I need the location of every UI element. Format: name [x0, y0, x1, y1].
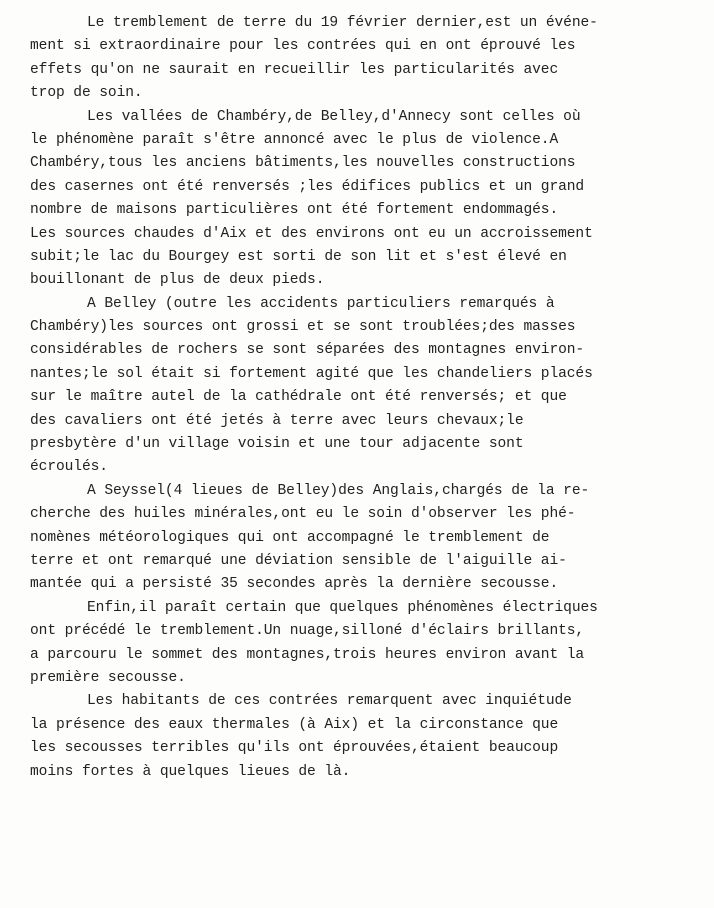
text-line: Les vallées de Chambéry,de Belley,d'Annecy sont celles où — [87, 108, 581, 125]
text-line: ont précédé le tremblement.Un nuage,silloné d'éclairs brillants, — [30, 623, 585, 640]
text-line: Le tremblement de terre du 19 février dernier,est un événe- — [87, 15, 598, 31]
document-body — [30, 12, 714, 784]
text-line: effets qu'on ne saurait en recueillir les particularités avec — [30, 61, 559, 78]
paragraph-6 — [30, 690, 714, 784]
text-line: a parcouru le sommet des montagnes,trois heures environ avant la — [30, 646, 585, 663]
paragraph-2 — [30, 106, 714, 293]
text-line: mantée qui a persisté 35 secondes après la dernière secousse. — [30, 576, 559, 593]
paragraph-3 — [30, 293, 714, 480]
text-line: ment si extraordinaire pour les contrées qui en ont éprouvé les — [30, 38, 576, 55]
text-line: nombre de maisons particulières ont été fortement endommagés. — [30, 202, 559, 219]
paragraph-1 — [30, 12, 714, 106]
text-line: considérables de rochers se sont séparées des montagnes environ- — [30, 342, 585, 359]
text-line: subit;le lac du Bourgey est sorti de son lit et s'est élevé en — [30, 248, 567, 265]
text-line: des casernes ont été renversés ;les édifices publics et un grand — [30, 178, 585, 195]
text-line: cherche des huiles minérales,ont eu le soin d'observer les phé- — [30, 506, 576, 523]
text-line: terre et ont remarqué une déviation sensible de l'aiguille ai- — [30, 552, 567, 569]
text-line: nomènes météorologiques qui ont accompagné le tremblement de — [30, 529, 550, 546]
text-line: presbytère d'un village voisin et une tour adjacente sont — [30, 436, 524, 453]
text-line: bouillonant de plus de deux pieds. — [30, 272, 325, 289]
text-line: nantes;le sol était si fortement agité que les chandeliers placés — [30, 365, 593, 382]
paragraph-4 — [30, 480, 714, 597]
text-line: Enfin,il paraît certain que quelques phénomènes électriques — [87, 599, 598, 616]
text-line: Les sources chaudes d'Aix et des environs ont eu un accroissement — [30, 225, 593, 242]
text-line: les secousses terribles qu'ils ont éprouvées,étaient beaucoup — [30, 740, 559, 757]
text-line: des cavaliers ont été jetés à terre avec leurs chevaux;le — [30, 412, 524, 429]
text-line: A Belley (outre les accidents particuliers remarqués à — [87, 295, 555, 312]
text-line: Les habitants de ces contrées remarquent avec inquiétude — [87, 693, 572, 710]
text-line: A Seyssel(4 lieues de Belley)des Anglais,chargés de la re- — [87, 482, 590, 499]
text-line: moins fortes à quelques lieues de là. — [30, 763, 351, 780]
text-line: première secousse. — [30, 669, 186, 686]
text-line: la présence des eaux thermales (à Aix) et la circonstance que — [30, 716, 559, 733]
text-line: trop de soin. — [30, 85, 143, 102]
paragraph-5 — [30, 597, 714, 691]
text-line: écroulés. — [30, 459, 108, 476]
text-line: Chambéry)les sources ont grossi et se sont troublées;des masses — [30, 319, 576, 336]
text-line: le phénomène paraît s'être annoncé avec le plus de violence.A — [30, 131, 559, 148]
text-line: Chambéry,tous les anciens bâtiments,les nouvelles constructions — [30, 155, 576, 172]
text-line: sur le maître autel de la cathédrale ont été renversés; et que — [30, 389, 567, 406]
